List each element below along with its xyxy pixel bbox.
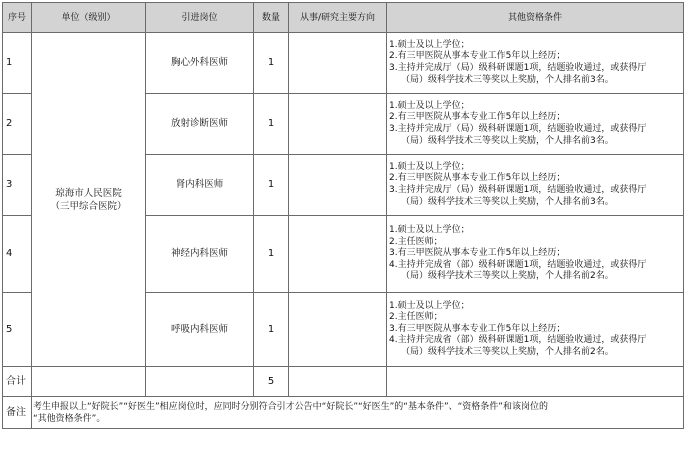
count-cell: 1 xyxy=(254,293,289,367)
condition-line: （局）级科学技术三等奖以上奖励，个人排名前3名。 xyxy=(401,135,614,146)
conditions-cell xyxy=(387,94,684,155)
condition-line: 2.主任医师； xyxy=(389,236,443,247)
direction-cell xyxy=(289,293,387,367)
condition-line: 3.主持并完成厅（局）级科研课题1项，结题验收通过，或获得厅 xyxy=(389,124,647,134)
condition-line: 2.主任医师； xyxy=(389,312,443,323)
row-number: 1 xyxy=(3,33,32,94)
row-number: 4 xyxy=(3,216,32,293)
total-position-cell xyxy=(146,367,254,397)
conditions-cell xyxy=(387,33,684,94)
position-cell: 呼吸内科医师 xyxy=(146,293,254,367)
condition-line: 1.硕士及以上学位； xyxy=(389,100,470,111)
total-conditions-cell xyxy=(387,367,684,397)
condition-line: 3.有三甲医院从事本专业工作5年以上经历； xyxy=(389,248,566,259)
note-line-2: “其他资格条件”。 xyxy=(33,413,106,424)
total-direction-cell xyxy=(289,367,387,397)
condition-line: （局）级科学技术三等奖以上奖励，个人排名前2名。 xyxy=(401,271,614,282)
position-cell: 神经内科医师 xyxy=(146,216,254,293)
row-number: 2 xyxy=(3,94,32,155)
header-no: 序号 xyxy=(3,3,32,33)
count-cell: 1 xyxy=(254,33,289,94)
condition-line: 3.有三甲医院从事本专业工作5年以上经历； xyxy=(389,323,566,334)
header-direction: 从事/研究主要方向 xyxy=(289,3,387,33)
note-text xyxy=(32,397,684,429)
recruitment-table xyxy=(2,2,684,429)
condition-line: 3.主持并完成厅（局）级科研课题1项，结题验收通过，或获得厅 xyxy=(389,63,647,73)
count-cell: 1 xyxy=(254,216,289,293)
row-number: 5 xyxy=(3,293,32,367)
total-label: 合计 xyxy=(3,367,32,397)
conditions-cell xyxy=(387,155,684,216)
condition-line: 3.主持并完成厅（局）级科研课题1项，结题验收通过，或获得厅 xyxy=(389,185,647,195)
conditions-cell xyxy=(387,216,684,293)
position-cell: 胸心外科医师 xyxy=(146,33,254,94)
direction-cell xyxy=(289,155,387,216)
condition-line: 1.硕士及以上学位； xyxy=(389,161,470,172)
conditions-cell xyxy=(387,293,684,367)
condition-line: 2.有三甲医院从事本专业工作5年以上经历； xyxy=(389,173,566,184)
direction-cell xyxy=(289,94,387,155)
total-unit-cell xyxy=(32,367,146,397)
note-line-1: 考生申报以上“好院长”“好医生”相应岗位时，应同时分别符合引才公告中“好院长”“好医生”的“基本条件”、“资格条件”和该岗位的 xyxy=(33,401,548,412)
header-count: 数量 xyxy=(254,3,289,33)
position-cell: 肾内科医师 xyxy=(146,155,254,216)
condition-line: 1.硕士及以上学位； xyxy=(389,39,470,50)
header-position: 引进岗位 xyxy=(146,3,254,33)
table-row xyxy=(3,33,684,94)
condition-line: 4.主持并完成省（部）级科研课题1项，结题验收通过，或获得厅 xyxy=(389,259,647,270)
unit-cell xyxy=(32,33,146,367)
note-label: 备注 xyxy=(3,397,32,429)
condition-line: （局）级科学技术三等奖以上奖励，个人排名前3名。 xyxy=(401,74,614,85)
count-cell: 1 xyxy=(254,94,289,155)
condition-line: 2.有三甲医院从事本专业工作5年以上经历； xyxy=(389,51,566,62)
row-number: 3 xyxy=(3,155,32,216)
condition-line: 1.硕士及以上学位； xyxy=(389,225,470,236)
direction-cell xyxy=(289,216,387,293)
direction-cell xyxy=(289,33,387,94)
total-row xyxy=(3,367,684,397)
unit-name: 琼海市人民医院 xyxy=(55,187,122,199)
condition-line: 4.主持并完成省（部）级科研课题1项，结题验收通过，或获得厅 xyxy=(389,335,647,346)
condition-line: （局）级科学技术三等奖以上奖励，个人排名前3名。 xyxy=(401,196,614,207)
header-conditions: 其他资格条件 xyxy=(387,3,684,33)
count-cell: 1 xyxy=(254,155,289,216)
condition-line: （局）级科学技术三等奖以上奖励，个人排名前2名。 xyxy=(401,346,614,357)
note-row xyxy=(3,397,684,429)
condition-line: 1.硕士及以上学位； xyxy=(389,300,470,311)
condition-line: 2.有三甲医院从事本专业工作5年以上经历； xyxy=(389,112,566,123)
position-cell: 放射诊断医师 xyxy=(146,94,254,155)
total-count: 5 xyxy=(254,367,289,397)
header-unit: 单位（级别） xyxy=(32,3,146,33)
unit-level: （三甲综合医院） xyxy=(50,200,127,212)
header-row xyxy=(3,3,684,33)
